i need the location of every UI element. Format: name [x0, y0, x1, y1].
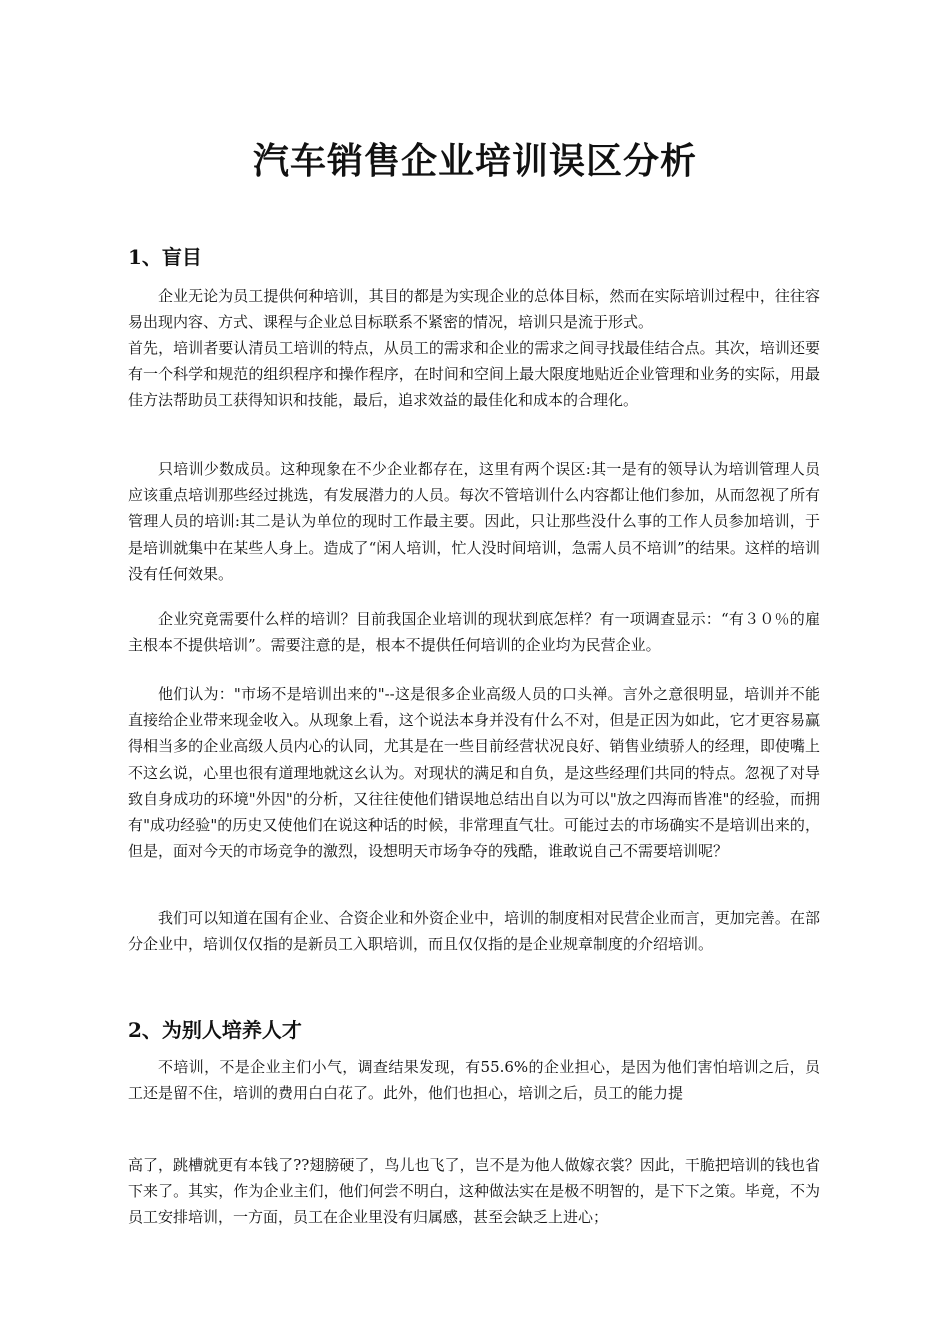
paragraph: 不培训，不是企业主们小气，调查结果发现，有55.6%的企业担心，是因为他们害怕培训之后，员工还是留不住，培训的费用白白花了。此外，他们也担心，培训之后，员工的能力提 [128, 1058, 820, 1103]
paragraph: 首先，培训者要认清员工培训的特点，从员工的需求和企业的需求之间寻找最佳结合点。其次，培训还要有一个科学和规范的组织程序和操作程序，在时间和空间上最大限度地贴近企业管理和业务的实际，用最佳方法帮助员工获得知识和技能，最后，追求效益的最佳化和成本的合理化。 [128, 339, 820, 410]
section-heading-1: 1、盲目 [128, 245, 202, 269]
paragraph: 他们认为："市场不是培训出来的"--这是很多企业高级人员的口头禅。言外之意很明显，培训并不能直接给企业带来现金收入。从现象上看，这个说法本身并没有什么不对，但是正因为如此，它才更容易赢得相当多的企业高级人员内心的认同，尤其是在一些目前经营状况良好、销售业绩骄人的经理，即使嘴上不这幺说，心里也很有道理地就这幺认为。对现状的满足和自负，是这些经理们共同的特点。忽视了对导致自身成功的环境"外因"的分析，又往往使他们错误地总结出自以为可以"放之四海而皆准"的经验，而拥有"成功经验"的历史又使他们在说这种话的时候，非常理直气壮。可能过去的市场确实不是培训出来的，但是，面对今天的市场竞争的激烈，设想明天市场争夺的残酷，谁敢说自己不需要培训呢？ [128, 685, 820, 861]
paragraph: 企业究竟需要什么样的培训？目前我国企业培训的现状到底怎样？有一项调查显示：“有３０％的雇主根本不提供培训”。需要注意的是，根本不提供任何培训的企业均为民营企业。 [128, 610, 820, 655]
paragraph: 高了，跳槽就更有本钱了??翅膀硬了，鸟儿也飞了，岂不是为他人做嫁衣裳？因此，干脆把培训的钱也省下来了。其实，作为企业主们，他们何尝不明白，这种做法实在是极不明智的，是下下之策。毕竟，不为员工安排培训，一方面，员工在企业里没有归属感，甚至会缺乏上进心； [128, 1156, 820, 1227]
paragraph: 企业无论为员工提供何种培训，其目的都是为实现企业的总体目标，然而在实际培训过程中，往往容易出现内容、方式、课程与企业总目标联系不紧密的情况，培训只是流于形式。 [128, 287, 820, 332]
paragraph: 我们可以知道在国有企业、合资企业和外资企业中，培训的制度相对民营企业而言，更加完善。在部分企业中，培训仅仅指的是新员工入职培训，而且仅仅指的是企业规章制度的介绍培训。 [128, 909, 820, 954]
paragraph: 只培训少数成员。这种现象在不少企业都存在，这里有两个误区:其一是有的领导认为培训管理人员应该重点培训那些经过挑选，有发展潜力的人员。每次不管培训什么内容都让他们参加，从而忽视了所有管理人员的培训:其二是认为单位的现时工作最主要。因此，只让那些没什么事的工作人员参加培训，于是培训就集中在某些人身上。造成了“闲人培训，忙人没时间培训，急需人员不培训”的结果。这样的培训没有任何效果。 [128, 460, 820, 583]
section-heading-2: 2、为别人培养人才 [128, 1018, 302, 1042]
document-title: 汽车销售企业培训误区分析 [252, 140, 697, 182]
